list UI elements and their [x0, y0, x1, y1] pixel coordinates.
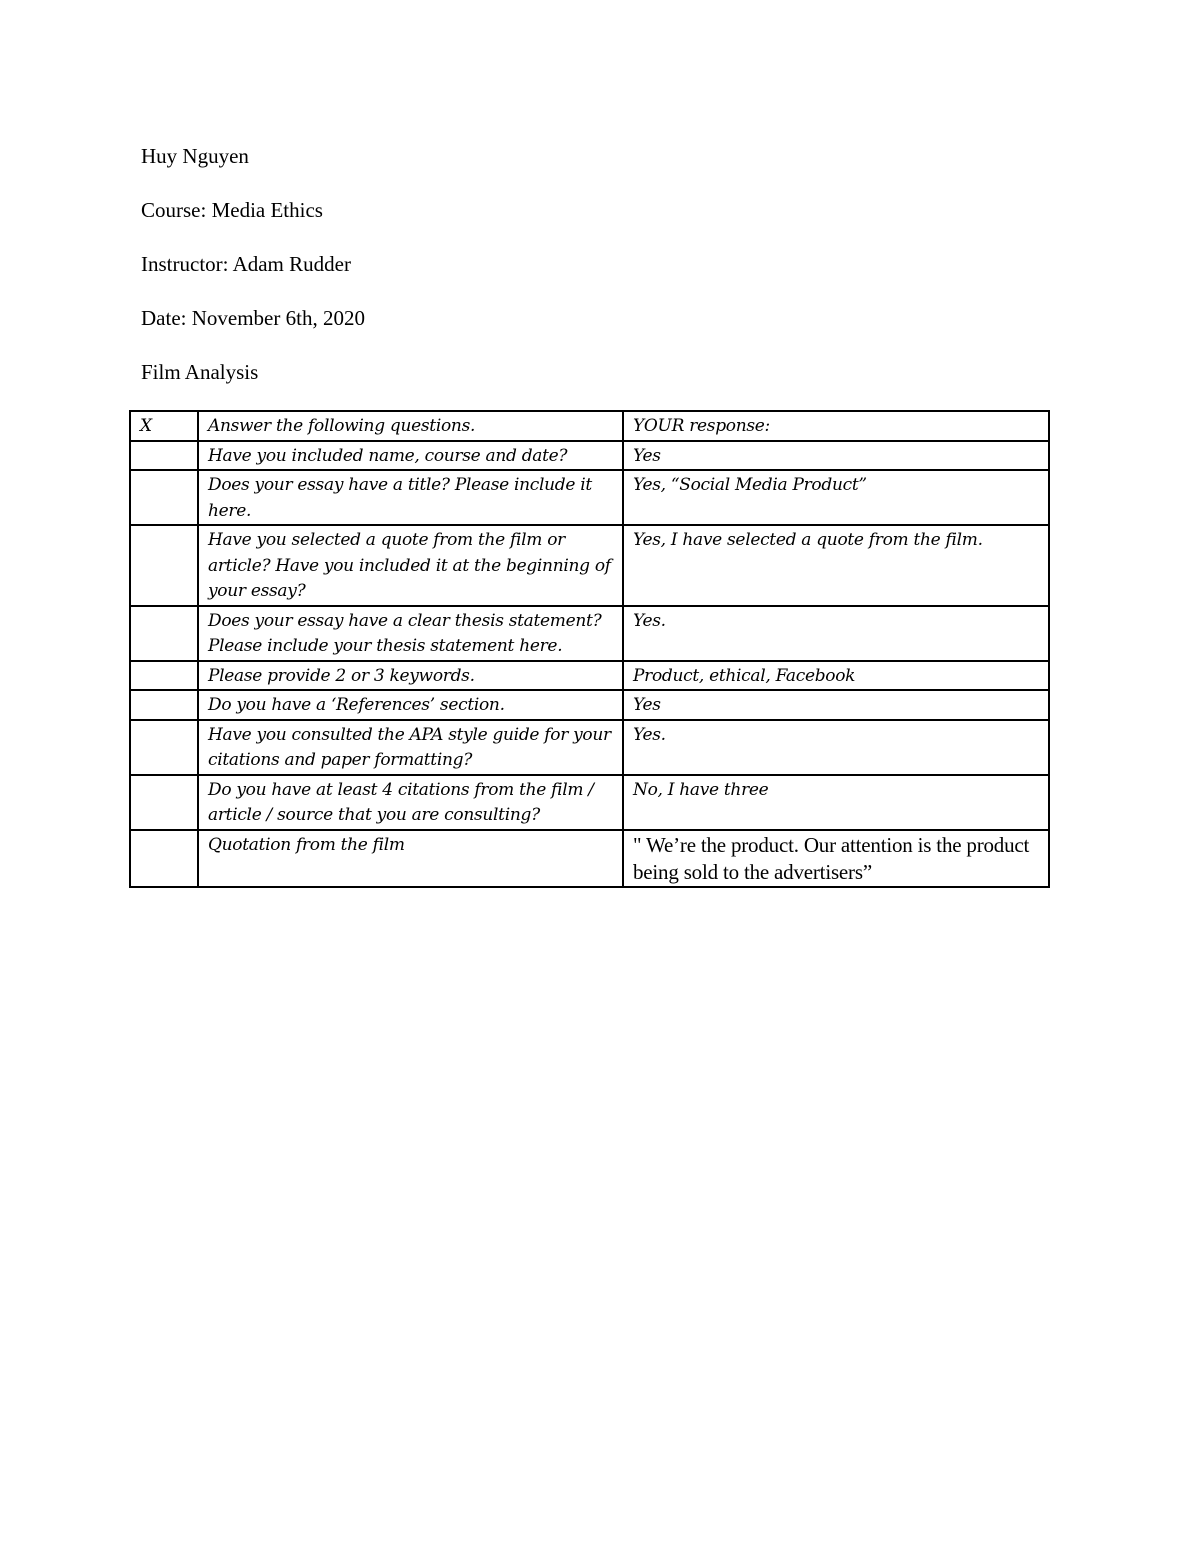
question-cell: Do you have a ‘References’ section.: [198, 690, 623, 720]
response-cell: Yes, I have selected a quote from the film.: [623, 525, 1049, 606]
response-cell: Yes: [623, 690, 1049, 720]
question-cell: Does your essay have a title? Please include it here.: [198, 470, 623, 525]
mark-cell: [130, 470, 198, 525]
table-row: [130, 661, 1049, 691]
question-cell: Please provide 2 or 3 keywords.: [198, 661, 623, 691]
mark-cell: [130, 720, 198, 775]
header-mark-cell: X: [130, 411, 198, 441]
mark-cell: [130, 661, 198, 691]
question-cell: Have you included name, course and date?: [198, 441, 623, 471]
response-cell: Yes, “Social Media Product”: [623, 470, 1049, 525]
checklist-table: [129, 410, 1050, 888]
table-row: [130, 470, 1049, 525]
question-cell: Have you selected a quote from the film or article? Have you included it at the beginning of your essay?: [198, 525, 623, 606]
mark-cell: [130, 830, 198, 887]
table-row: [130, 525, 1049, 606]
response-cell: No, I have three: [623, 775, 1049, 830]
header-question-cell: Answer the following questions.: [198, 411, 623, 441]
table-row: [130, 775, 1049, 830]
document-title: Film Analysis: [141, 360, 259, 384]
mark-cell: [130, 775, 198, 830]
date-line: Date: November 6th, 2020: [141, 306, 365, 330]
instructor-line: Instructor: Adam Rudder: [141, 252, 351, 276]
question-cell: Do you have at least 4 citations from the film / article / source that you are consulting?: [198, 775, 623, 830]
response-cell: Yes.: [623, 720, 1049, 775]
table-header-row: [130, 411, 1049, 441]
header-response-cell: YOUR response:: [623, 411, 1049, 441]
table-row: [130, 830, 1049, 887]
question-cell: Quotation from the film: [198, 830, 623, 887]
mark-cell: [130, 690, 198, 720]
response-cell: Yes: [623, 441, 1049, 471]
table-row: [130, 606, 1049, 661]
mark-cell: [130, 441, 198, 471]
mark-cell: [130, 606, 198, 661]
response-cell: Yes.: [623, 606, 1049, 661]
question-cell: Does your essay have a clear thesis statement? Please include your thesis statement here.: [198, 606, 623, 661]
table-row: [130, 690, 1049, 720]
author-name: Huy Nguyen: [141, 144, 249, 168]
table-row: [130, 720, 1049, 775]
course-line: Course: Media Ethics: [141, 198, 323, 222]
table-row: [130, 441, 1049, 471]
mark-cell: [130, 525, 198, 606]
quote-response-cell: " We’re the product. Our attention is the product being sold to the advertisers”: [623, 830, 1049, 887]
response-cell: Product, ethical, Facebook: [623, 661, 1049, 691]
question-cell: Have you consulted the APA style guide for your citations and paper formatting?: [198, 720, 623, 775]
